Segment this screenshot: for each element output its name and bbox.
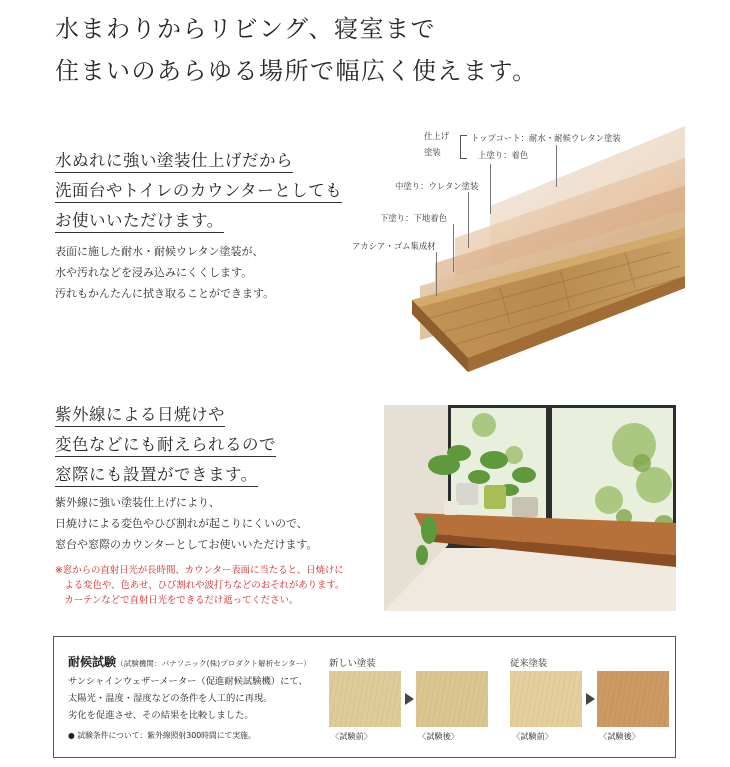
- finish-label-1: 仕上げ: [424, 131, 450, 141]
- weather-test-panel: [53, 636, 676, 758]
- old-after-caption: 〈試験後〉: [599, 731, 640, 741]
- test-heading: [68, 651, 311, 670]
- arrow-right-icon: [405, 693, 414, 705]
- middle-leader: [468, 192, 469, 248]
- caution-line-1: ※窓からの直射日光が長時間、カウンター表面に当たると、日焼けに: [55, 565, 344, 576]
- arrow-right-icon: [586, 693, 595, 705]
- headline-line-1: 水まわりからリビング、寝室まで: [55, 15, 437, 43]
- caution-line-2: よる変色や、色あせ、ひび割れや波打ちなどのおそれがあります。: [55, 580, 345, 591]
- base-material-label: アカシア・ゴム集成材: [352, 241, 436, 251]
- section1-body-line-3: 汚れもかんたんに拭き取ることができます。: [55, 287, 275, 300]
- window-counter-illustration: [384, 405, 676, 611]
- section2-title-line-1: 紫外線による日焼けや: [55, 405, 225, 427]
- caution-line-3: カーテンなどで直射日光をできるだけ遮ってください。: [55, 595, 299, 606]
- section2-body-line-1: 紫外線に強い塗装仕上げにより、: [55, 496, 220, 509]
- page-headline: [55, 8, 538, 92]
- new-coating-after-swatch: [416, 671, 488, 727]
- test-condition-note: ● 試験条件について：紫外線照射300時間にて実施。: [68, 731, 256, 740]
- finish-label-2: 塗装: [424, 147, 441, 157]
- under-coat-label: 下塗り：下地着色: [380, 213, 447, 223]
- new-coating-label: 新しい塗装: [329, 658, 376, 669]
- window-counter-photo: [384, 405, 676, 611]
- section1-body: [55, 241, 274, 304]
- topcoat-leader: [556, 145, 557, 187]
- test-body: [68, 673, 308, 724]
- section2-body: [55, 492, 318, 555]
- under-leader: [453, 224, 454, 272]
- new-coating-before-swatch: [329, 671, 401, 727]
- section2-title: [55, 400, 276, 490]
- upper-coat-label: 上塗り：着色: [478, 150, 529, 160]
- topcoat-label: トップコート：耐水・耐候ウレタン塗装: [471, 133, 621, 143]
- section2-title-line-3: 窓際にも設置ができます。: [55, 465, 258, 487]
- headline-line-2: 住まいのあらゆる場所で幅広く使えます。: [55, 57, 538, 85]
- section1-body-line-2: 水や汚れなどを浸み込みにくくします。: [55, 266, 253, 279]
- section2-body-line-2: 日焼けによる変色やひび割れが起こりにくいので、: [55, 517, 308, 530]
- section1-title-line-1: 水ぬれに強い塗装仕上げだから: [55, 151, 293, 173]
- section1-title: [55, 146, 342, 236]
- new-before-caption: 〈試験前〉: [331, 731, 372, 741]
- new-after-caption: 〈試験後〉: [418, 731, 459, 741]
- finish-bracket: [460, 135, 467, 159]
- old-before-caption: 〈試験前〉: [512, 731, 553, 741]
- test-subtitle: （試験機関：パナソニック(株)プロダクト解析センター）: [116, 659, 311, 668]
- old-coating-before-swatch: [510, 671, 582, 727]
- section2-body-line-3: 窓台や窓際のカウンターとしてお使いいただけます。: [55, 538, 318, 551]
- test-body-line-2: 太陽光・温度・湿度などの条件を人工的に再現。: [68, 693, 273, 704]
- section1-title-line-3: お使いいただけます。: [55, 211, 224, 233]
- old-coating-after-swatch: [597, 671, 669, 727]
- section2-title-line-2: 変色などにも耐えられるので: [55, 435, 276, 457]
- section1-body-line-1: 表面に施した耐水・耐候ウレタン塗装が、: [55, 245, 264, 258]
- upper-leader: [490, 164, 491, 214]
- base-leader: [436, 252, 437, 296]
- coating-layer-diagram: [340, 118, 685, 388]
- test-body-line-3: 劣化を促進させ、その結果を比較しました。: [68, 710, 254, 721]
- test-body-line-1: サンシャインウェザーメーター（促進耐候試験機）にて、: [68, 676, 308, 687]
- sunlight-caution-note: [55, 563, 344, 608]
- middle-coat-label: 中塗り：ウレタン塗装: [395, 181, 479, 191]
- test-title: 耐候試験: [68, 655, 117, 669]
- old-coating-label: 従来塗装: [510, 658, 548, 669]
- section1-title-line-2: 洗面台やトイレのカウンターとしても: [55, 181, 342, 203]
